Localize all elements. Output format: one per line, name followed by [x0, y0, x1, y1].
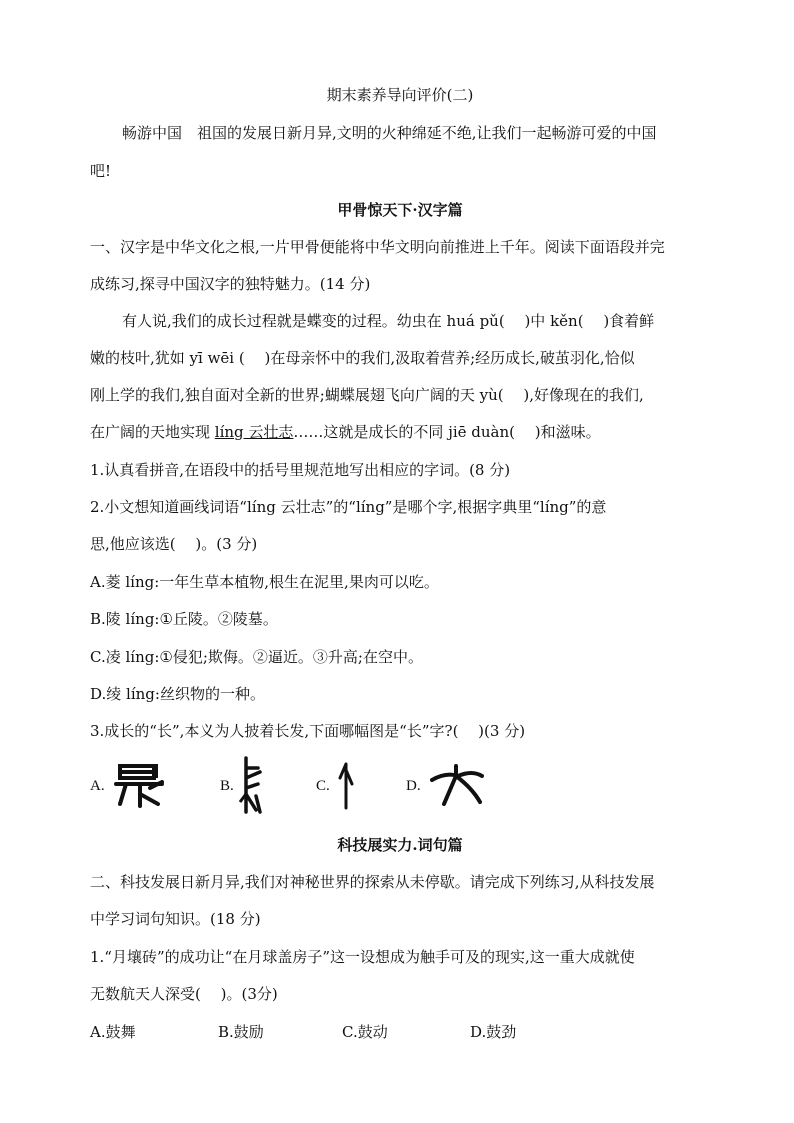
section2-question-line-2: 中学习词句知识。(18 分) — [90, 910, 261, 928]
intro-line-1: 畅游中国 祖国的发展日新月异,文明的火种绵延不绝,让我们一起畅游可爱的中国 — [122, 124, 657, 142]
option-a: A.菱 líng:一年生草本植物,根生在泥里,果肉可以吃。 — [90, 573, 439, 591]
s2-option-d: D.鼓劲 — [470, 1023, 517, 1041]
s2-option-c: C.鼓动 — [342, 1023, 388, 1041]
section2-question-line-1: 二、科技发展日新月异,我们对神秘世界的探索从未停歇。请完成下列练习,从科技发展 — [90, 873, 655, 891]
question-2-line-1: 2.小文想知道画线词语“líng 云壮志”的“líng”是哪个字,根据字典里“líng”的意 — [90, 498, 607, 516]
question-3: 3.成长的“长”,本义为人披着长发,下面哪幅图是“长”字?( )(3 分) — [90, 722, 526, 740]
question-2-line-2: 思,他应该选( )。(3 分) — [90, 535, 258, 553]
passage-line-4-prefix: 在广阔的天地实现 — [90, 423, 215, 441]
section2-heading: 科技展实力.词句篇 — [337, 836, 463, 854]
glyph-b-icon — [236, 754, 266, 816]
page-title: 期末素养导向评价(二) — [326, 86, 474, 104]
glyph-option-c-label: C. — [316, 778, 330, 794]
option-b: B.陵 líng:①丘陵。②陵墓。 — [90, 610, 278, 628]
underlined-phrase: líng 云壮志 — [214, 423, 294, 441]
glyph-c-icon — [336, 760, 356, 812]
option-d: D.绫 líng:丝织物的一种。 — [90, 685, 265, 703]
section1-heading: 甲骨惊天下·汉字篇 — [337, 201, 463, 219]
passage-line-1: 有人说,我们的成长过程就是蝶变的过程。幼虫在 huá pǔ( )中 kěn( )食着鲜 — [122, 312, 655, 330]
glyph-d-icon — [426, 762, 486, 808]
glyph-option-d-label: D. — [406, 778, 421, 794]
passage-line-4 — [90, 421, 710, 442]
intro-line-2: 吧! — [90, 162, 112, 180]
passage-line-2: 嫩的枝叶,犹如 yī wēi ( )在母亲怀中的我们,汲取着营养;经历成长,破茧羽化,恰似 — [90, 349, 635, 367]
glyph-option-b-label: B. — [220, 778, 234, 794]
glyph-a-icon — [112, 758, 172, 810]
passage-line-4-suffix: ……这就是成长的不同 jiē duàn( )和滋味。 — [293, 423, 601, 441]
glyph-option-a-label: A. — [90, 778, 105, 794]
passage-line-3: 刚上学的我们,独自面对全新的世界;蝴蝶展翅飞向广阔的天 yù( ),好像现在的我们, — [90, 386, 644, 404]
section2-q1-line-2: 无数航天人深受( )。(3分) — [90, 985, 278, 1003]
option-c: C.凌 líng:①侵犯;欺侮。②逼近。③升高;在空中。 — [90, 648, 423, 666]
s2-option-b: B.鼓励 — [218, 1023, 264, 1041]
s2-option-a: A.鼓舞 — [90, 1023, 136, 1041]
section2-q1-line-1: 1.“月壤砖”的成功让“在月球盖房子”这一设想成为触手可及的现实,这一重大成就使 — [90, 948, 635, 966]
section1-question-line-1: 一、汉字是中华文化之根,一片甲骨便能将中华文明向前推进上千年。阅读下面语段并完 — [90, 238, 665, 256]
ancient-glyph-options — [90, 750, 510, 820]
question-1: 1.认真看拼音,在语段中的括号里规范地写出相应的字词。(8 分) — [90, 461, 511, 479]
section1-question-line-2: 成练习,探寻中国汉字的独特魅力。(14 分) — [90, 275, 371, 293]
